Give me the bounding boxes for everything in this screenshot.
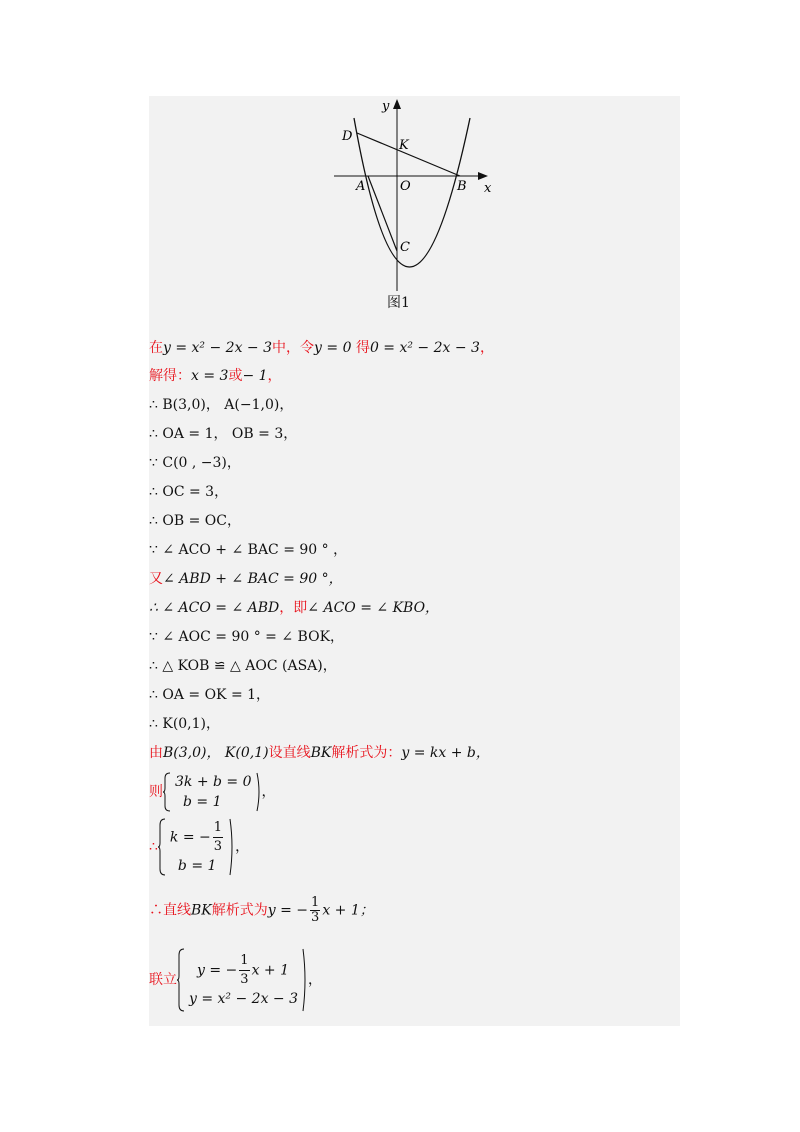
text: ，	[479, 340, 494, 356]
math: y = 0	[314, 340, 352, 356]
step-line-16	[149, 772, 276, 812]
step-line-5: ∵ C(0 , −3)，	[149, 455, 241, 471]
left-brace	[158, 818, 166, 876]
numerator: 1	[213, 819, 223, 838]
text: ，即	[279, 600, 308, 616]
left-brace	[177, 948, 185, 1012]
equation-row: k = −	[169, 829, 211, 845]
equation-row: y = −	[197, 962, 238, 978]
equation-system	[149, 818, 249, 876]
equation-row: b = 1	[183, 794, 222, 810]
math: y = x² − 2x − 3	[163, 340, 273, 356]
text: ∴	[149, 839, 158, 855]
denominator: 3	[311, 910, 320, 925]
fraction	[239, 952, 249, 989]
equation-system	[149, 772, 276, 812]
math: BK	[310, 745, 332, 761]
step-line-17	[149, 818, 249, 876]
text: ，	[261, 784, 276, 800]
denominator: 3	[213, 838, 223, 854]
parabola-diagram	[332, 96, 492, 296]
step-line-6: ∴ OC = 3，	[149, 484, 229, 500]
parabola-figure	[332, 96, 492, 296]
line-ac	[368, 176, 397, 251]
denominator: 3	[240, 971, 249, 987]
left-brace	[163, 772, 171, 812]
text: 解得：	[149, 368, 191, 384]
text: 在	[149, 340, 163, 356]
math: 0 = x² − 2x − 3	[369, 340, 480, 356]
step-line-18	[149, 896, 374, 925]
math: ∠ ACO = ∠ KBO，	[307, 600, 440, 616]
math: BK	[191, 902, 212, 919]
text: 联立	[149, 972, 177, 988]
label-k: K	[399, 138, 409, 153]
math: y = kx + b，	[401, 745, 490, 761]
text: 又	[149, 571, 163, 587]
text: ∴直线	[149, 902, 191, 919]
step-line-9	[149, 569, 343, 589]
x-axis-arrow	[478, 172, 488, 180]
fraction	[213, 819, 223, 856]
step-line-13: ∴ OA = OK = 1，	[149, 687, 271, 703]
equation-row: x + 1	[251, 962, 289, 978]
label-o: O	[400, 179, 411, 194]
step-line-15	[149, 743, 490, 763]
equation-row: b = 1	[177, 857, 217, 874]
text: 得	[355, 340, 370, 356]
text: 由	[149, 745, 163, 761]
figure-caption: 图1	[387, 295, 410, 311]
math: B(3,0)， K(0,1)	[163, 745, 269, 761]
label-a: A	[356, 179, 366, 194]
text: 解析式为	[211, 902, 268, 919]
step-line-1	[149, 338, 494, 358]
step-line-2	[149, 366, 282, 386]
numerator: 1	[311, 895, 320, 910]
step-line-14: ∴ K(0,1)，	[149, 716, 221, 732]
label-d: D	[342, 129, 353, 144]
step-line-10	[149, 598, 439, 618]
label-x: x	[484, 181, 492, 196]
math: ∴ ∠ ACO = ∠ ABD	[149, 600, 280, 616]
text: 中，令	[272, 340, 315, 356]
step-line-3: ∴ B(3,0)， A(−1,0)，	[149, 397, 294, 413]
math: ∠ ABD + ∠ BAC = 90 °，	[163, 571, 343, 587]
text: 或	[228, 368, 243, 384]
text: ，	[235, 839, 250, 855]
text: ，	[308, 972, 323, 988]
text: 设直线	[268, 745, 311, 761]
equation-row: 3k + b = 0	[175, 774, 252, 790]
step-line-7: ∴ OB = OC，	[149, 513, 241, 529]
parabola-curve	[354, 118, 470, 267]
step-line-19	[149, 948, 322, 1012]
label-c: C	[400, 240, 410, 255]
math: x = 3	[191, 368, 229, 384]
solution-panel	[149, 96, 680, 1026]
text: 解析式为：	[331, 745, 402, 761]
label-y: y	[382, 99, 390, 114]
y-axis-arrow	[393, 99, 401, 109]
math: y = −	[267, 902, 309, 919]
step-line-11: ∵ ∠ AOC = 90 ° = ∠ BOK，	[149, 629, 345, 645]
math: x + 1；	[322, 902, 374, 919]
fraction	[310, 896, 320, 925]
math: − 1	[242, 368, 268, 384]
equation-row: y = x² − 2x − 3	[189, 990, 299, 1007]
step-line-8: ∵ ∠ ACO + ∠ BAC = 90 ° ，	[149, 542, 348, 558]
step-line-4: ∴ OA = 1， OB = 3，	[149, 426, 298, 442]
text: ，	[267, 368, 282, 384]
label-b: B	[457, 179, 467, 194]
equation-system	[149, 948, 322, 1012]
text: 则	[149, 784, 163, 800]
numerator: 1	[239, 952, 249, 971]
step-line-12: ∴ △ KOB ≌ △ AOC (ASA)，	[149, 658, 337, 674]
